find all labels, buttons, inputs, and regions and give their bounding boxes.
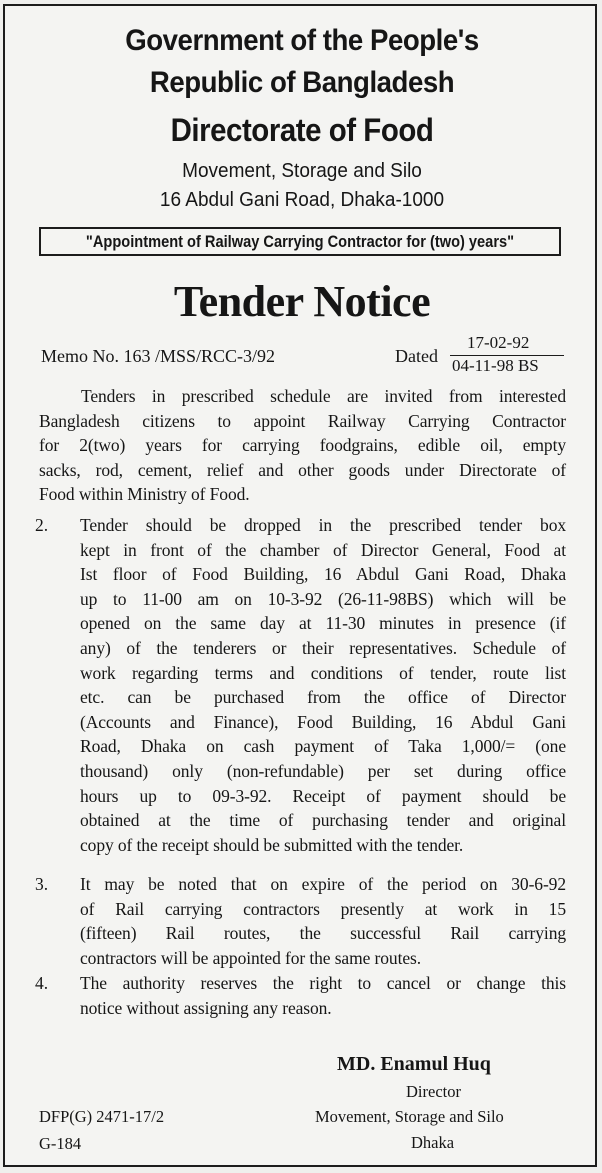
office-address: 16 Abdul Gani Road, Dhaka-1000 bbox=[159, 189, 445, 211]
paragraph-line: copy of the receipt should be submitted with the tender. bbox=[80, 834, 464, 855]
memo-number: Memo No. 163 /MSS/RCC-3/92 bbox=[41, 346, 276, 366]
dated-label: Dated bbox=[395, 346, 438, 366]
signatory-division: Movement, Storage and Silo bbox=[315, 1107, 504, 1126]
paragraph-line: any) of the tenderers or their representatives. Schedule of bbox=[80, 638, 566, 658]
paragraph-line: Road, Dhaka on cash payment of Taka 1,000/= (one bbox=[80, 736, 566, 757]
paragraph-line: up to 11-00 am on 10-3-92 (26-11-98BS) which will be bbox=[80, 588, 566, 609]
government-line-2: Republic of Bangladesh bbox=[149, 66, 455, 99]
paragraph-line: sacks, rod, cement, relief and other goods under Directorate of bbox=[39, 459, 566, 480]
appointment-text: "Appointment of Railway Carrying Contractor for (two) years" bbox=[85, 232, 515, 251]
paragraph-line: of Rail carrying contractors presently at work in 15 bbox=[80, 898, 566, 919]
government-line-1: Government of the People's bbox=[125, 24, 479, 57]
paragraph-line: kept in front of the chamber of Director General, Food at bbox=[80, 539, 566, 560]
paragraph-line: Tender should be dropped in the prescribed tender box bbox=[80, 515, 566, 535]
paragraph-line: Tenders in prescribed schedule are invited from interested bbox=[81, 386, 566, 406]
notice-title: Tender Notice bbox=[173, 277, 431, 326]
signatory-designation: Director bbox=[406, 1082, 461, 1101]
division-name: Movement, Storage and Silo bbox=[182, 160, 422, 182]
appointment-banner bbox=[39, 227, 561, 256]
paragraph-line: opened on the same day at 11-30 minutes in presence (if bbox=[80, 613, 566, 634]
paragraph-line: notice without assigning any reason. bbox=[80, 997, 332, 1018]
date-gregorian: 17-02-92 bbox=[467, 333, 530, 352]
paragraph-line: thousand) only (non-refundable) per set during office bbox=[80, 761, 566, 781]
paragraph-line: Bangladesh citizens to appoint Railway Carrying Contractor bbox=[39, 410, 566, 431]
paragraph-line: contractors will be appointed for the same routes. bbox=[80, 947, 422, 968]
paragraph-line: etc. can be purchased from the office of Director bbox=[80, 687, 566, 708]
paragraph-number: 4. bbox=[35, 973, 49, 993]
paragraph-line: obtained at the time of purchasing tender and original bbox=[80, 810, 566, 831]
paragraph-number: 2. bbox=[35, 515, 49, 535]
paragraph-line: It may be noted that on expire of the period on 30-6-92 bbox=[80, 874, 566, 894]
date-bengali: 04-11-98 BS bbox=[452, 356, 539, 375]
paragraph-number: 3. bbox=[35, 874, 49, 894]
paragraph-line: Ist floor of Food Building, 16 Abdul Gani Road, Dhaka bbox=[80, 564, 566, 585]
dfp-reference: DFP(G) 2471-17/2 bbox=[39, 1107, 165, 1126]
signatory-name: MD. Enamul Huq bbox=[337, 1053, 491, 1075]
signatory-city: Dhaka bbox=[411, 1133, 455, 1152]
paragraph-line: hours up to 09-3-92. Receipt of payment should be bbox=[80, 785, 566, 806]
paragraph-line: work regarding terms and conditions of tender, route list bbox=[80, 662, 566, 683]
g-number: G-184 bbox=[39, 1134, 82, 1153]
tender-notice bbox=[3, 4, 597, 1167]
paragraph-line: (Accounts and Finance), Food Building, 16 Abdul Gani bbox=[80, 711, 566, 732]
paragraph-line: (fifteen) Rail routes, the successful Rail carrying bbox=[80, 923, 566, 944]
directorate-title: Directorate of Food bbox=[170, 112, 434, 148]
paragraph-line: The authority reserves the right to cancel or change this bbox=[80, 973, 566, 993]
paragraph-line: for 2(two) years for carrying foodgrains, edible oil, empty bbox=[39, 435, 566, 456]
paragraph-line: Food within Ministry of Food. bbox=[39, 484, 250, 505]
